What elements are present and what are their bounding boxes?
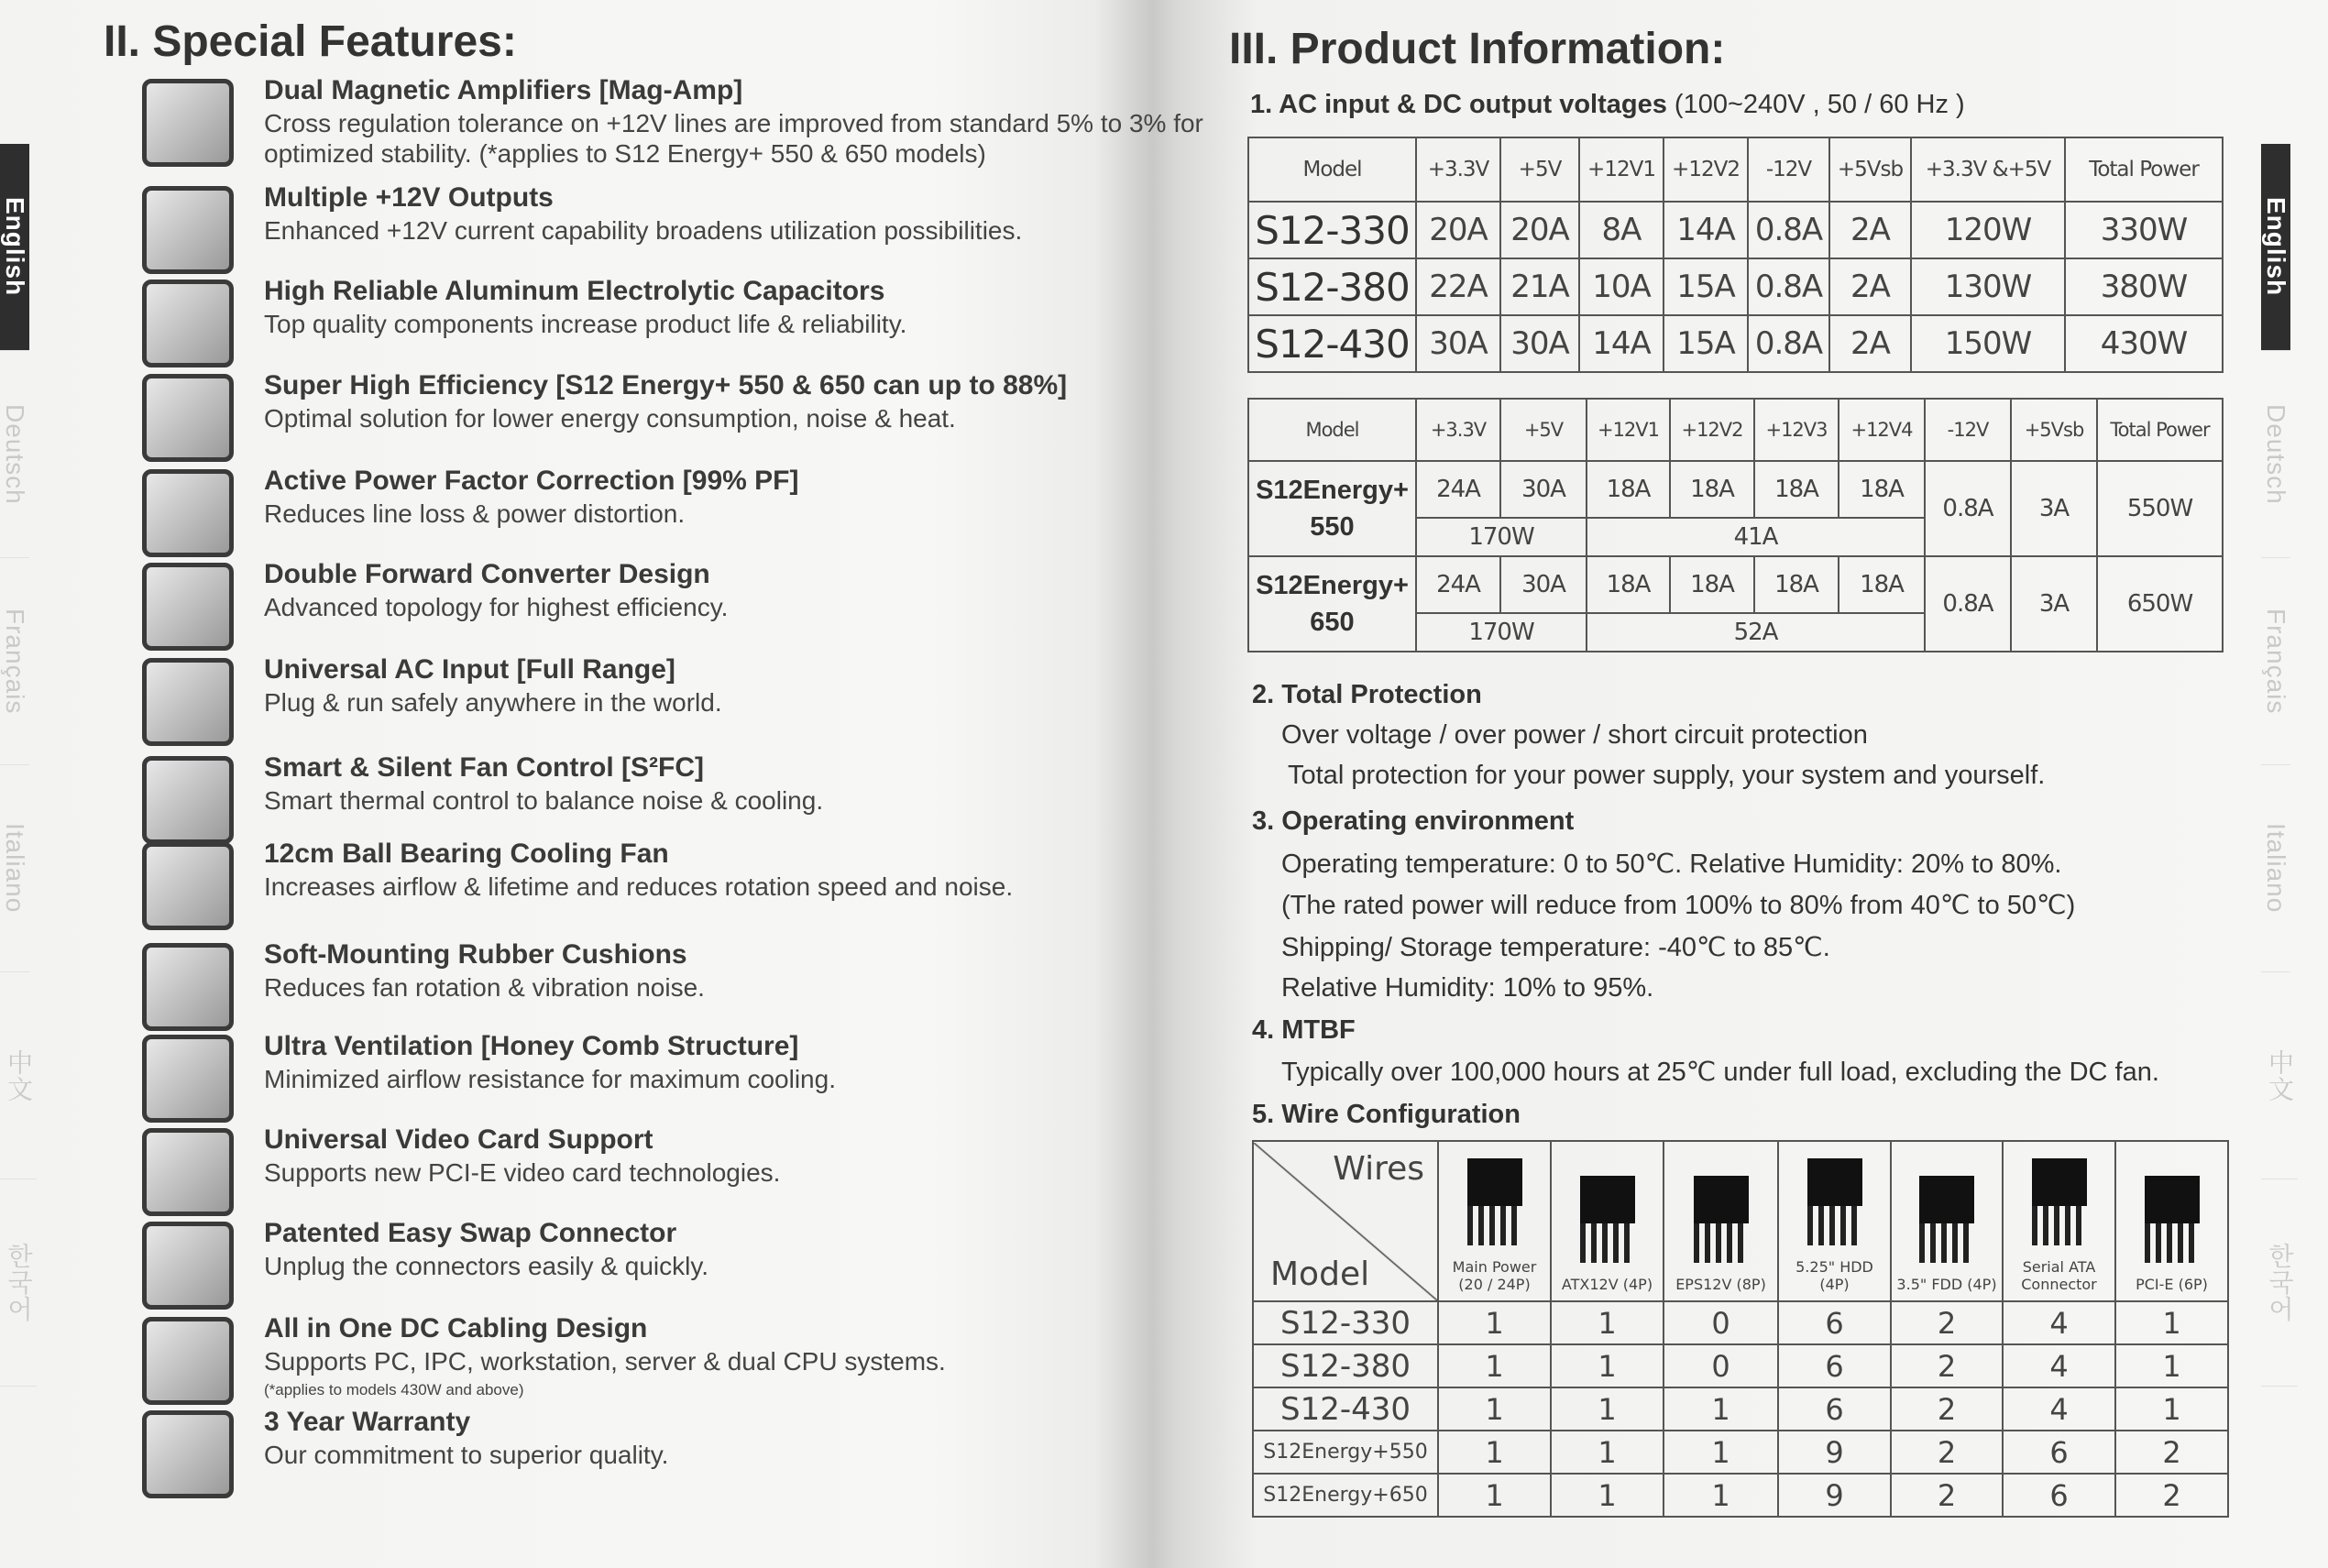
table-row [1253,1387,2228,1431]
value-cell: 30A [1500,461,1587,518]
value-cell: 18A [1839,556,1925,613]
column-header: +12V1 [1579,137,1664,202]
count-cell: 1 [1551,1431,1664,1474]
connector-header [1778,1141,1891,1301]
count-cell: 1 [1664,1474,1778,1517]
wires-label: Wires [1333,1149,1424,1188]
count-cell: 1 [1551,1387,1664,1431]
count-cell: 1 [1438,1474,1551,1517]
column-header: +12V1 [1587,399,1670,461]
connector-label: EPS12V (8P) [1675,1276,1766,1293]
capacitor-icon [142,280,234,367]
value-cell: 30A [1416,315,1500,372]
count-cell: 6 [2003,1474,2115,1517]
language-tab[interactable]: 한국어 [0,1179,37,1387]
feature-item [142,654,1150,746]
language-tab[interactable]: English [2261,144,2290,351]
column-header: Total Power [2097,399,2223,461]
stable-voltage-icon [142,79,234,167]
value-cell: 2A [1829,258,1911,315]
section-3-line: Shipping/ Storage temperature: -40℃ to 85℃. [1281,933,1830,962]
language-tab[interactable]: Italiano [2261,765,2290,972]
connector-header [2115,1141,2228,1301]
table-row [1253,1431,2228,1474]
column-header: +3.3V &+5V [1911,137,2065,202]
feature-title: Soft-Mounting Rubber Cushions [264,939,687,970]
count-cell: 1 [2115,1344,2228,1387]
column-header: +12V2 [1664,137,1748,202]
connector-label: Main Power (20 / 24P) [1452,1258,1537,1293]
double-forward-icon [142,563,234,651]
wire-configuration-table [1252,1140,2229,1518]
corner-header [1253,1141,1438,1301]
sfc-fan-icon [142,756,234,844]
feature-title: Active Power Factor Correction [99% PF] [264,466,799,496]
section-1-heading [1250,90,1965,120]
section-3-title: 3. Operating environment [1252,806,1575,836]
connector-icon [1807,1158,1862,1245]
value-cell: 0.8A [1748,258,1829,315]
feature-item [142,182,1150,274]
feature-item [142,1218,1150,1310]
connector-header [1664,1141,1778,1301]
count-cell: 1 [2115,1301,2228,1344]
column-header: Total Power [2065,137,2223,202]
total-power-cell: 650W [2097,556,2223,652]
value-cell: 380W [2065,258,2223,315]
column-header: +5Vsb [1829,137,1911,202]
connector-icon [1467,1158,1522,1245]
column-header: +12V4 [1839,399,1925,461]
connector-header [2003,1141,2115,1301]
connector-icon [1580,1176,1635,1263]
feature-description: Cross regulation tolerance on +12V lines are improved from standard 5% to 3% for optimized stability. (*applies to S12 Energy+ 550 & 650 models) [264,109,1203,168]
feature-item [142,75,1203,168]
value-cell: 0.8A [1748,202,1829,258]
count-cell: 0 [1664,1301,1778,1344]
connector-label: Serial ATA Connector [2021,1258,2097,1293]
special-features-title: II. Special Features: [104,17,517,66]
count-cell: 1 [1551,1301,1664,1344]
feature-title: High Reliable Aluminum Electrolytic Capacitors [264,276,885,306]
combined-value-cell: 170W [1416,613,1587,652]
model-cell: S12Energy+ 550 [1248,461,1416,556]
value-cell: 18A [1754,461,1839,518]
value-cell: 18A [1670,556,1754,613]
feature-title: Dual Magnetic Amplifiers [Mag-Amp] [264,75,743,105]
connector-header [1551,1141,1664,1301]
value-cell: 30A [1500,556,1587,613]
table-header-row [1248,399,2223,461]
section-1-range: (100~240V , 50 / 60 Hz ) [1666,90,1965,119]
feature-title: 3 Year Warranty [264,1407,471,1437]
feature-description: Minimized airflow resistance for maximum cooling. [264,1065,836,1093]
feature-description: Top quality components increase product life & reliability. [264,310,907,338]
value-cell: 8A [1579,202,1664,258]
column-header: +5V [1500,137,1579,202]
feature-item [142,1031,1150,1123]
ac-dc-table-energy [1247,398,2224,652]
combined-value-cell: 41A [1587,518,1925,556]
column-header: +5V [1500,399,1587,461]
feature-item [142,939,1150,1031]
feature-title: Universal AC Input [Full Range] [264,654,675,685]
table-row [1253,1344,2228,1387]
feature-item [142,466,1150,557]
product-info-title: III. Product Information: [1229,25,1726,73]
multiple-12v-icon [142,186,234,274]
table-header-row [1248,137,2223,202]
connector-header [1891,1141,2003,1301]
value-cell: 20A [1416,202,1500,258]
value-cell: 20A [1500,202,1579,258]
connector-icon [1694,1176,1749,1263]
value-cell: 21A [1500,258,1579,315]
section-5-title: 5. Wire Configuration [1252,1100,1521,1129]
feature-description: Enhanced +12V current capability broadens utilization possibilities. [264,216,1023,245]
value-cell: 14A [1579,315,1664,372]
language-tab[interactable]: 한국어 [2261,1179,2298,1387]
table-row [1253,1474,2228,1517]
table-row [1248,258,2223,315]
count-cell: 1 [1551,1344,1664,1387]
connector-label: 5.25" HDD (4P) [1795,1258,1873,1293]
count-cell: 4 [2003,1301,2115,1344]
value-cell: 14A [1664,202,1748,258]
model-cell: S12-380 [1248,258,1416,315]
section-4-line: Typically over 100,000 hours at 25℃ under full load, excluding the DC fan. [1281,1058,2159,1087]
cushion-fan-icon [142,943,234,1031]
feature-item [142,1124,1150,1216]
efficiency-icon [142,374,234,462]
free-input-icon [142,658,234,746]
count-cell: 2 [1891,1474,2003,1517]
count-cell: 4 [2003,1344,2115,1387]
language-tab[interactable]: Deutsch [0,351,29,558]
feature-title: Multiple +12V Outputs [264,182,554,213]
feature-description: Our commitment to superior quality. [264,1441,669,1469]
section-2-title: 2. Total Protection [1252,680,1482,709]
connector-icon [2145,1176,2200,1263]
value-cell: 18A [1587,556,1670,613]
value-cell: 330W [2065,202,2223,258]
combined-value-cell: 170W [1416,518,1587,556]
column-header: +3.3V [1416,399,1500,461]
section-2-line: Over voltage / over power / short circuit protection [1281,720,1868,750]
column-header: +12V3 [1754,399,1839,461]
feature-title: Universal Video Card Support [264,1124,653,1155]
model-cell: S12Energy+550 [1253,1431,1438,1474]
value-cell: 15A [1664,315,1748,372]
feature-item [142,839,1150,930]
feature-description: Reduces fan rotation & vibration noise. [264,973,705,1002]
connector-header [1438,1141,1551,1301]
feature-title: All in One DC Cabling Design [264,1313,648,1343]
feature-description: Plug & run safely anywhere in the world. [264,688,722,717]
column-header: -12V [1748,137,1829,202]
model-label: Model [1270,1255,1370,1293]
table-header-row [1253,1141,2228,1301]
value-cell: 24A [1416,461,1500,518]
count-cell: 1 [1438,1387,1551,1431]
language-tab[interactable]: English [0,144,29,351]
model-cell: S12-330 [1248,202,1416,258]
count-cell: 1 [1438,1431,1551,1474]
feature-item [142,276,1150,367]
count-cell: 2 [2115,1474,2228,1517]
active-pfc-icon [142,469,234,557]
value-cell: 3A [2011,556,2097,652]
connector-icon [2032,1158,2087,1245]
count-cell: 2 [2115,1431,2228,1474]
value-cell: 2A [1829,315,1911,372]
table-row [1248,461,2223,518]
count-cell: 6 [1778,1344,1891,1387]
easy-swap-icon [142,1222,234,1310]
ac-dc-table-s12 [1247,137,2224,373]
column-header: +3.3V [1416,137,1500,202]
warranty-icon [142,1410,234,1498]
section-3-line: Relative Humidity: 10% to 95%. [1281,973,1654,1003]
feature-title: 12cm Ball Bearing Cooling Fan [264,839,669,869]
section-1-title: 1. AC input & DC output voltages [1250,90,1667,119]
count-cell: 2 [1891,1431,2003,1474]
count-cell: 2 [1891,1301,2003,1344]
count-cell: 1 [2115,1387,2228,1431]
feature-description: Reduces line loss & power distortion. [264,499,686,528]
count-cell: 2 [1891,1344,2003,1387]
feature-description: Optimal solution for lower energy consumption, noise & heat. [264,404,956,433]
language-tab[interactable]: 中文 [2261,972,2298,1179]
combined-value-cell: 52A [1587,613,1925,652]
feature-title: Patented Easy Swap Connector [264,1218,677,1248]
honeycomb-icon [142,1035,234,1123]
value-cell: 18A [1839,461,1925,518]
value-cell: 15A [1664,258,1748,315]
section-4-title: 4. MTBF [1252,1015,1356,1045]
count-cell: 9 [1778,1474,1891,1517]
value-cell: 3A [2011,461,2097,556]
table-row [1253,1301,2228,1344]
value-cell: 18A [1587,461,1670,518]
feature-description: Supports new PCI-E video card technologies. [264,1158,781,1187]
count-cell: 6 [2003,1431,2115,1474]
value-cell: 0.8A [1748,315,1829,372]
feature-title: Ultra Ventilation [Honey Comb Structure] [264,1031,799,1061]
count-cell: 6 [1778,1387,1891,1431]
feature-item [142,1313,1150,1405]
column-header: +12V2 [1670,399,1754,461]
table-row [1248,202,2223,258]
value-cell: 10A [1579,258,1664,315]
count-cell: 1 [1664,1387,1778,1431]
count-cell: 1 [1551,1474,1664,1517]
value-cell: 22A [1416,258,1500,315]
column-header: Model [1248,399,1416,461]
count-cell: 1 [1664,1431,1778,1474]
value-cell: 130W [1911,258,2065,315]
feature-description: Advanced topology for highest efficiency. [264,593,729,621]
feature-description: Supports PC, IPC, workstation, server & dual CPU systems. [264,1347,946,1376]
count-cell: 1 [1438,1301,1551,1344]
feature-description: Unplug the connectors easily & quickly. [264,1252,709,1280]
model-cell: S12-380 [1253,1344,1438,1387]
value-cell: 18A [1670,461,1754,518]
connector-label: 3.5" FDD (4P) [1896,1276,1997,1293]
right-language-tabs [2261,144,2328,1387]
language-tab[interactable]: Deutsch [2261,351,2290,558]
language-tab[interactable]: Français [0,558,29,765]
language-tab[interactable]: Italiano [0,765,29,972]
count-cell: 4 [2003,1387,2115,1431]
model-cell: S12-430 [1248,315,1416,372]
feature-note: (*applies to models 430W and above) [264,1381,524,1398]
table-row [1248,556,2223,613]
feature-item [142,752,1150,844]
model-cell: S12-430 [1253,1387,1438,1431]
ball-bearing-fan-icon [142,842,234,930]
count-cell: 9 [1778,1431,1891,1474]
feature-item [142,1407,1150,1498]
feature-item [142,370,1150,462]
language-tab[interactable]: Français [2261,558,2290,765]
value-cell: 24A [1416,556,1500,613]
count-cell: 6 [1778,1301,1891,1344]
table-row [1248,315,2223,372]
value-cell: 30A [1500,315,1579,372]
model-cell: S12Energy+ 650 [1248,556,1416,652]
value-cell: 120W [1911,202,2065,258]
three-in-one-icon [142,1317,234,1405]
connector-icon [1919,1176,1974,1263]
value-cell: 150W [1911,315,2065,372]
count-cell: 2 [1891,1387,2003,1431]
model-cell: S12-330 [1253,1301,1438,1344]
count-cell: 0 [1664,1344,1778,1387]
count-cell: 1 [1438,1344,1551,1387]
section-3-line: Operating temperature: 0 to 50℃. Relative Humidity: 20% to 80%. [1281,850,2062,879]
language-tab[interactable]: 中文 [0,972,37,1179]
feature-description: Increases airflow & lifetime and reduces rotation speed and noise. [264,872,1014,901]
column-header: Model [1248,137,1416,202]
column-header: +5Vsb [2011,399,2097,461]
value-cell: 430W [2065,315,2223,372]
total-power-cell: 550W [2097,461,2223,556]
model-cell: S12Energy+650 [1253,1474,1438,1517]
section-2-line: Total protection for your power supply, your system and yourself. [1288,761,2046,790]
feature-title: Smart & Silent Fan Control [S²FC] [264,752,704,783]
value-cell: 0.8A [1925,461,2011,556]
value-cell: 18A [1754,556,1839,613]
section-3-line: (The rated power will reduce from 100% to 80% from 40℃ to 50℃) [1281,891,2076,920]
connector-label: PCI-E (6P) [2136,1276,2208,1293]
feature-title: Super High Efficiency [S12 Energy+ 550 & 650 can up to 88%] [264,370,1068,400]
column-header: -12V [1925,399,2011,461]
feature-item [142,559,1150,651]
connector-label: ATX12V (4P) [1561,1276,1653,1293]
feature-title: Double Forward Converter Design [264,559,710,589]
left-language-tabs [0,144,89,1387]
value-cell: 0.8A [1925,556,2011,652]
value-cell: 2A [1829,202,1911,258]
feature-description: Smart thermal control to balance noise & cooling. [264,786,824,815]
pci-express-icon [142,1128,234,1216]
